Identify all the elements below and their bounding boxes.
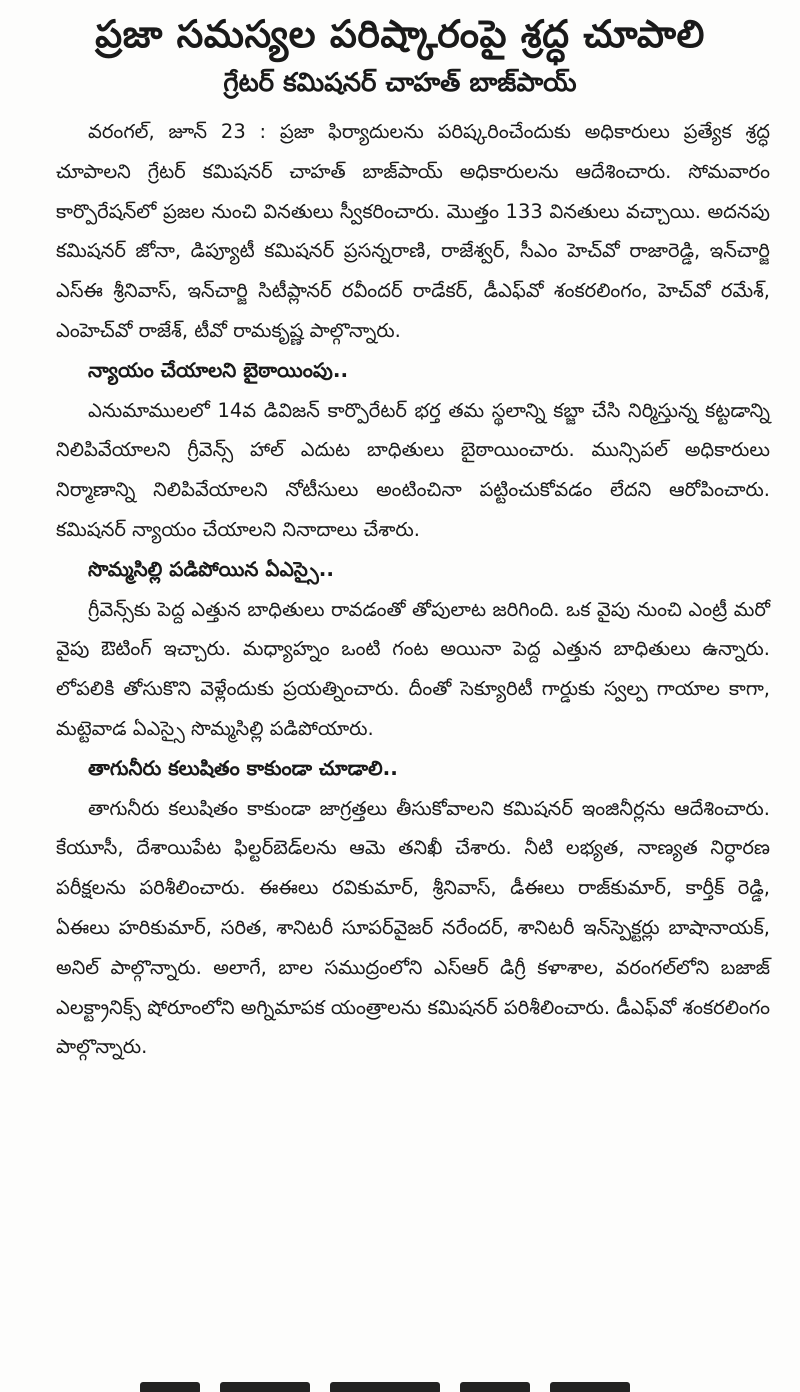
section-subhead-protest: న్యాయం చేయాలని బైఠాయింపు.. [88, 357, 349, 382]
article-body [56, 112, 770, 1067]
section-text-asi-fainted: గ్రీవెన్స్‌కు పెద్ద ఎత్తున బాధితులు రావడంతో తోపులాట జరిగింది. ఒక వైపు నుంచి ఎంట్రీ మరో వైపు ఔటింగ్ ఇచ్చారు. మధ్యాహ్నం ఒంటి గంట అయినా పెద్ద ఎత్తున బాధితులు ఉన్నారు. లోపలికి తోసుకొని వెళ్లేందుకు ప్రయత్నించారు. దీంతో సెక్యూరిటీ గార్డుకు స్వల్ప గాయాల కాగా, మట్టెవాడ ఏఎస్సై సొమ్మసిల్లి పడిపోయారు. [56, 597, 770, 740]
section-text-drinking-water: తాగునీరు కలుషితం కాకుండా జాగ్రత్తలు తీసుకోవాలని కమిషనర్ ఇంజినీర్లను ఆదేశించారు. కేయూసీ, దేశాయిపేట ఫిల్టర్‌బెడ్‌లను ఆమె తనిఖీ చేశారు. నీటి లభ్యత, నాణ్యత నిర్ధారణ పరీక్షలను పరిశీలించారు. ఈఈలు రవికుమార్, శ్రీనివాస్, డీఈలు రాజ్‌కుమార్, కార్తీక్ రెడ్డి, ఏఈలు హరికుమార్, సరిత, శానిటరీ సూపర్‌వైజర్ నరేందర్, శానిటరీ ఇన్‌స్పెక్టర్లు బాషానాయక్, అనిల్ పాల్గొన్నారు. అలాగే, బాల సముద్రంలోని ఎస్ఆర్ డిగ్రీ కళాశాల, వరంగల్‌లోని బజాజ్ ఎలక్ట్రానిక్స్ షోరూంలోని అగ్నిమాపక యంత్రాలను కమిషనర్ పరిశీలించారు. డీఎఫ్‌వో శంకరలింగం పాల్గొన్నారు. [56, 796, 770, 1059]
article-headline: ప్రజా సమస్యల పరిష్కారంపై శ్రద్ధ చూపాలి [95, 12, 705, 56]
section-subhead-drinking-water: తాగునీరు కలుషితం కాకుండా చూడాలి.. [88, 755, 398, 780]
cropped-next-article-heading [120, 1376, 640, 1392]
section-text-protest: ఎనుమాములలో 14వ డివిజన్ కార్పొరేటర్ భర్త తమ స్థలాన్ని కబ్జా చేసి నిర్మిస్తున్న కట్టడాన్ని నిలిపివేయాలని గ్రీవెన్స్ హాల్ ఎదుట బాధితులు బైఠాయించారు. మున్సిపల్ అధికారులు నిర్మాణాన్ని నిలిపివేయాలని నోటీసులు అంటించినా పట్టించుకోవడం లేదని ఆరోపించారు. కమిషనర్ న్యాయం చేయాలని నినాదాలు చేశారు. [56, 398, 770, 541]
section-subhead-asi-fainted: సొమ్మసిల్లి పడిపోయిన ఏఎస్సై.. [88, 556, 335, 581]
article-subheadline: గ్రేటర్ కమిషనర్ చాహత్ బాజ్‌పాయ్ [223, 68, 577, 98]
article-lead-paragraph: వరంగల్, జూన్ 23 : ప్రజా ఫిర్యాదులను పరిష్కరించేందుకు అధికారులు ప్రత్యేక శ్రద్ధ చూపాలని గ్రేటర్ కమిషనర్ చాహత్ బాజ్‌పాయ్ అధికారులను ఆదేశించారు. సోమవారం కార్పొరేషన్‌లో ప్రజల నుంచి వినతులు స్వీకరించారు. మొత్తం 133 వినతులు వచ్చాయి. అదనపు కమిషనర్ జోనా, డిప్యూటీ కమిషనర్ ప్రసన్నరాణి, రాజేశ్వర్, సీఎం హెచ్‌వో రాజారెడ్డి, ఇన్‌చార్జి ఎస్ఈ శ్రీనివాస్, ఇన్‌చార్జి సిటీప్లానర్ రవీందర్ రాడేకర్, డీఎఫ్‌వో శంకరలింగం, హెచ్‌వో రమేశ్, ఎంహెచ్‌వో రాజేశ్, టీవో రామకృష్ణ పాల్గొన్నారు. [56, 120, 770, 342]
